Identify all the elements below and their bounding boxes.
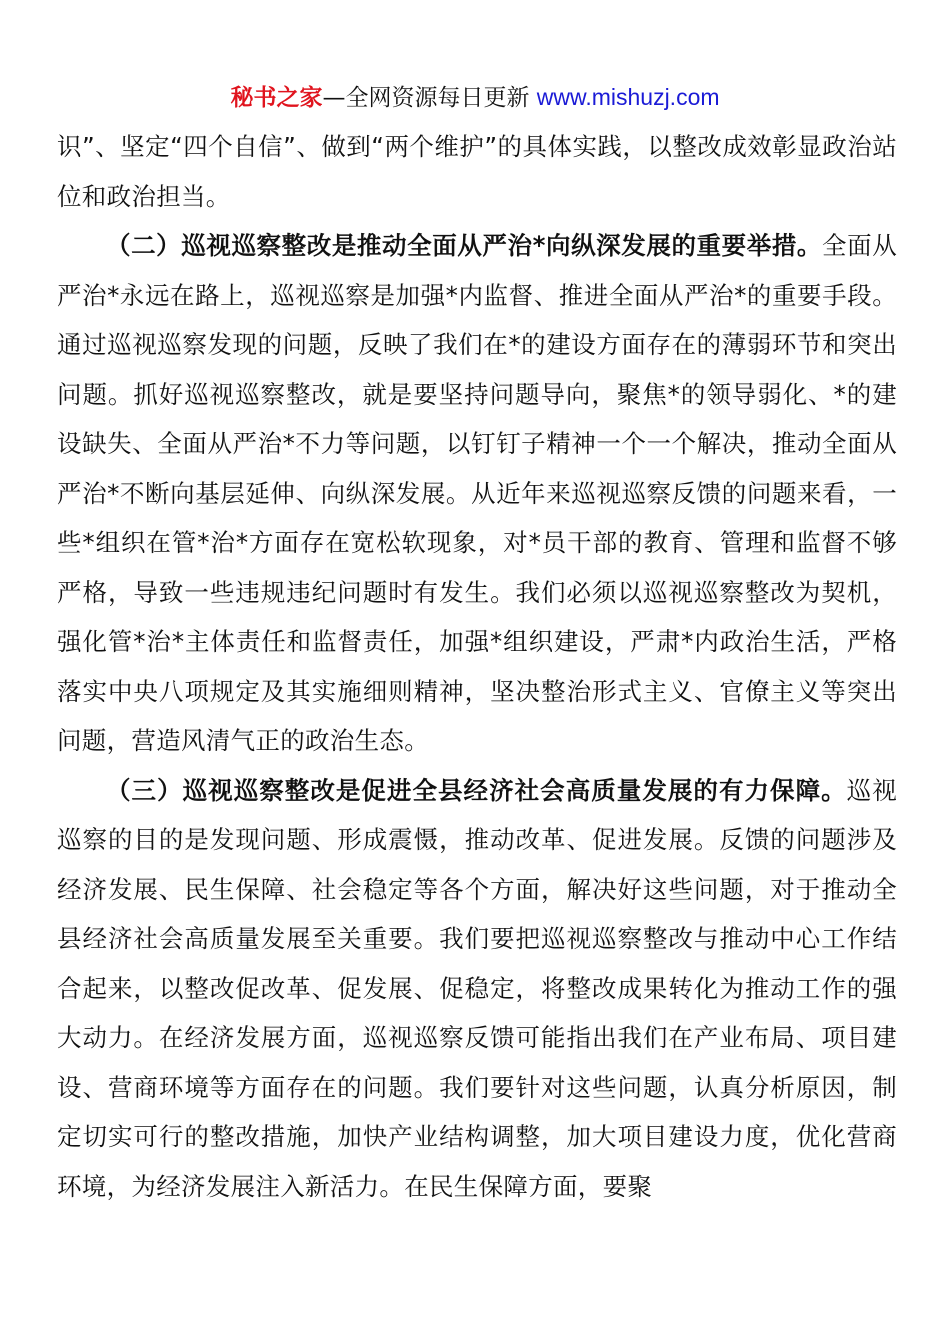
page-header	[0, 80, 950, 115]
section-2-heading: （二）巡视巡察整改是推动全面从严治*向纵深发展的重要举措。	[106, 231, 823, 260]
section-3-text: 巡视巡察的目的是发现问题、形成震慑，推动改革、促进发展。反馈的问题涉及经济发展、民生保障、社会稳定等各个方面，解决好这些问题，对于推动全县经济社会高质量发展至关重要。我们要把巡视巡察整改与推动中心工作结合起来，以整改促改革、促发展、促稳定，将整改成果转化为推动工作的强大动力。在经济发展方面，巡视巡察反馈可能指出我们在产业布局、项目建设、营商环境等方面存在的问题。我们要针对这些问题，认真分析原因，制定切实可行的整改措施，加快产业结构调整，加大项目建设力度，优化营商环境，为经济发展注入新活力。在民生保障方面，要聚	[57, 775, 897, 1201]
paragraph-section-2	[57, 221, 897, 766]
paragraph-section-3	[57, 766, 897, 1212]
paragraph-continuation	[57, 122, 897, 221]
header-url-link[interactable]: www.mishuzj.com	[536, 84, 720, 110]
header-tagline: —全网资源每日更新	[322, 85, 530, 111]
paragraph-text: 识”、坚定“四个自信”、做到“两个维护”的具体实践，以整改成效彰显政治站位和政治担当。	[57, 132, 897, 211]
section-3-heading: （三）巡视巡察整改是促进全县经济社会高质量发展的有力保障。	[106, 775, 847, 805]
document-body	[57, 122, 897, 1211]
section-2-text: 全面从严治*永远在路上，巡视巡察是加强*内监督、推进全面从严治*的重要手段。通过巡视巡察发现的问题，反映了我们在*的建设方面存在的薄弱环节和突出问题。抓好巡视巡察整改，就是要坚持问题导向，聚焦*的领导弱化、*的建设缺失、全面从严治*不力等问题，以钉钉子精神一个一个解决，推动全面从严治*不断向基层延伸、向纵深发展。从近年来巡视巡察反馈的问题来看，一些*组织在管*治*方面存在宽松软现象，对*员干部的教育、管理和监督不够严格，导致一些违规违纪问题时有发生。我们必须以巡视巡察整改为契机，强化管*治*主体责任和监督责任，加强*组织建设，严肃*内政治生活，严格落实中央八项规定及其实施细则精神，坚决整治形式主义、官僚主义等突出问题，营造风清气正的政治生态。	[57, 231, 898, 755]
header-brand: 秘书之家	[230, 85, 323, 111]
